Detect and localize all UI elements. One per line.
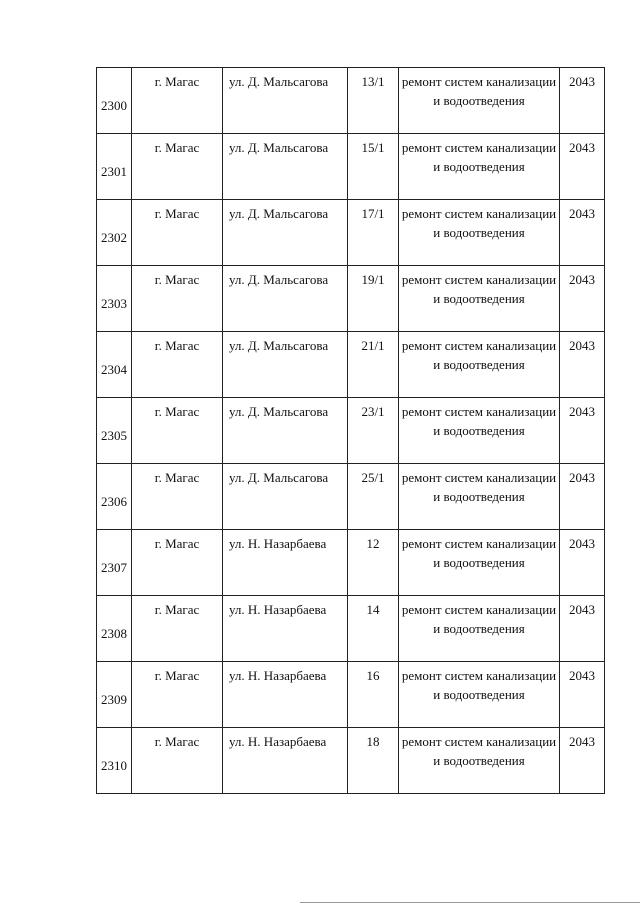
house-number-cell: 16	[348, 662, 399, 728]
house-number-cell: 23/1	[348, 398, 399, 464]
city-cell: г. Магас	[132, 332, 223, 398]
work-type-cell: ремонт систем канализации и водоотведения	[399, 398, 560, 464]
city-cell: г. Магас	[132, 68, 223, 134]
work-type-cell: ремонт систем канализации и водоотведения	[399, 200, 560, 266]
year-cell: 2043	[560, 68, 605, 134]
house-number-cell: 21/1	[348, 332, 399, 398]
work-type-cell: ремонт систем канализации и водоотведения	[399, 596, 560, 662]
table-body	[97, 68, 605, 794]
city-cell: г. Магас	[132, 662, 223, 728]
street-cell: ул. Н. Назарбаева	[223, 728, 348, 794]
table-row	[97, 332, 605, 398]
table-row	[97, 596, 605, 662]
city-cell: г. Магас	[132, 530, 223, 596]
city-cell: г. Магас	[132, 266, 223, 332]
work-type-cell: ремонт систем канализации и водоотведения	[399, 530, 560, 596]
row-number-cell: 2304	[97, 332, 132, 398]
city-cell: г. Магас	[132, 464, 223, 530]
house-number-cell: 25/1	[348, 464, 399, 530]
table-row	[97, 728, 605, 794]
year-cell: 2043	[560, 398, 605, 464]
row-number-cell: 2307	[97, 530, 132, 596]
table-row	[97, 266, 605, 332]
city-cell: г. Магас	[132, 134, 223, 200]
city-cell: г. Магас	[132, 200, 223, 266]
work-type-cell: ремонт систем канализации и водоотведения	[399, 68, 560, 134]
table-row	[97, 464, 605, 530]
row-number-cell: 2301	[97, 134, 132, 200]
house-number-cell: 14	[348, 596, 399, 662]
work-type-cell: ремонт систем канализации и водоотведения	[399, 464, 560, 530]
city-cell: г. Магас	[132, 728, 223, 794]
work-type-cell: ремонт систем канализации и водоотведения	[399, 266, 560, 332]
house-number-cell: 12	[348, 530, 399, 596]
city-cell: г. Магас	[132, 596, 223, 662]
year-cell: 2043	[560, 332, 605, 398]
year-cell: 2043	[560, 134, 605, 200]
row-number-cell: 2308	[97, 596, 132, 662]
table-row	[97, 530, 605, 596]
year-cell: 2043	[560, 662, 605, 728]
street-cell: ул. Д. Мальсагова	[223, 134, 348, 200]
street-cell: ул. Д. Мальсагова	[223, 332, 348, 398]
house-number-cell: 13/1	[348, 68, 399, 134]
house-number-cell: 17/1	[348, 200, 399, 266]
city-cell: г. Магас	[132, 398, 223, 464]
row-number-cell: 2302	[97, 200, 132, 266]
street-cell: ул. Н. Назарбаева	[223, 662, 348, 728]
work-type-cell: ремонт систем канализации и водоотведения	[399, 134, 560, 200]
street-cell: ул. Д. Мальсагова	[223, 266, 348, 332]
table-row	[97, 68, 605, 134]
house-number-cell: 18	[348, 728, 399, 794]
house-number-cell: 15/1	[348, 134, 399, 200]
row-number-cell: 2303	[97, 266, 132, 332]
table-row	[97, 398, 605, 464]
street-cell: ул. Н. Назарбаева	[223, 530, 348, 596]
year-cell: 2043	[560, 596, 605, 662]
table-row	[97, 200, 605, 266]
housing-repair-table	[96, 67, 605, 794]
house-number-cell: 19/1	[348, 266, 399, 332]
work-type-cell: ремонт систем канализации и водоотведения	[399, 332, 560, 398]
row-number-cell: 2306	[97, 464, 132, 530]
street-cell: ул. Д. Мальсагова	[223, 68, 348, 134]
row-number-cell: 2310	[97, 728, 132, 794]
scan-artifact-line	[300, 902, 640, 903]
work-type-cell: ремонт систем канализации и водоотведения	[399, 728, 560, 794]
year-cell: 2043	[560, 728, 605, 794]
work-type-cell: ремонт систем канализации и водоотведения	[399, 662, 560, 728]
street-cell: ул. Д. Мальсагова	[223, 464, 348, 530]
year-cell: 2043	[560, 266, 605, 332]
street-cell: ул. Д. Мальсагова	[223, 398, 348, 464]
row-number-cell: 2309	[97, 662, 132, 728]
year-cell: 2043	[560, 200, 605, 266]
table-row	[97, 134, 605, 200]
street-cell: ул. Н. Назарбаева	[223, 596, 348, 662]
row-number-cell: 2305	[97, 398, 132, 464]
row-number-cell: 2300	[97, 68, 132, 134]
table-row	[97, 662, 605, 728]
year-cell: 2043	[560, 464, 605, 530]
street-cell: ул. Д. Мальсагова	[223, 200, 348, 266]
year-cell: 2043	[560, 530, 605, 596]
